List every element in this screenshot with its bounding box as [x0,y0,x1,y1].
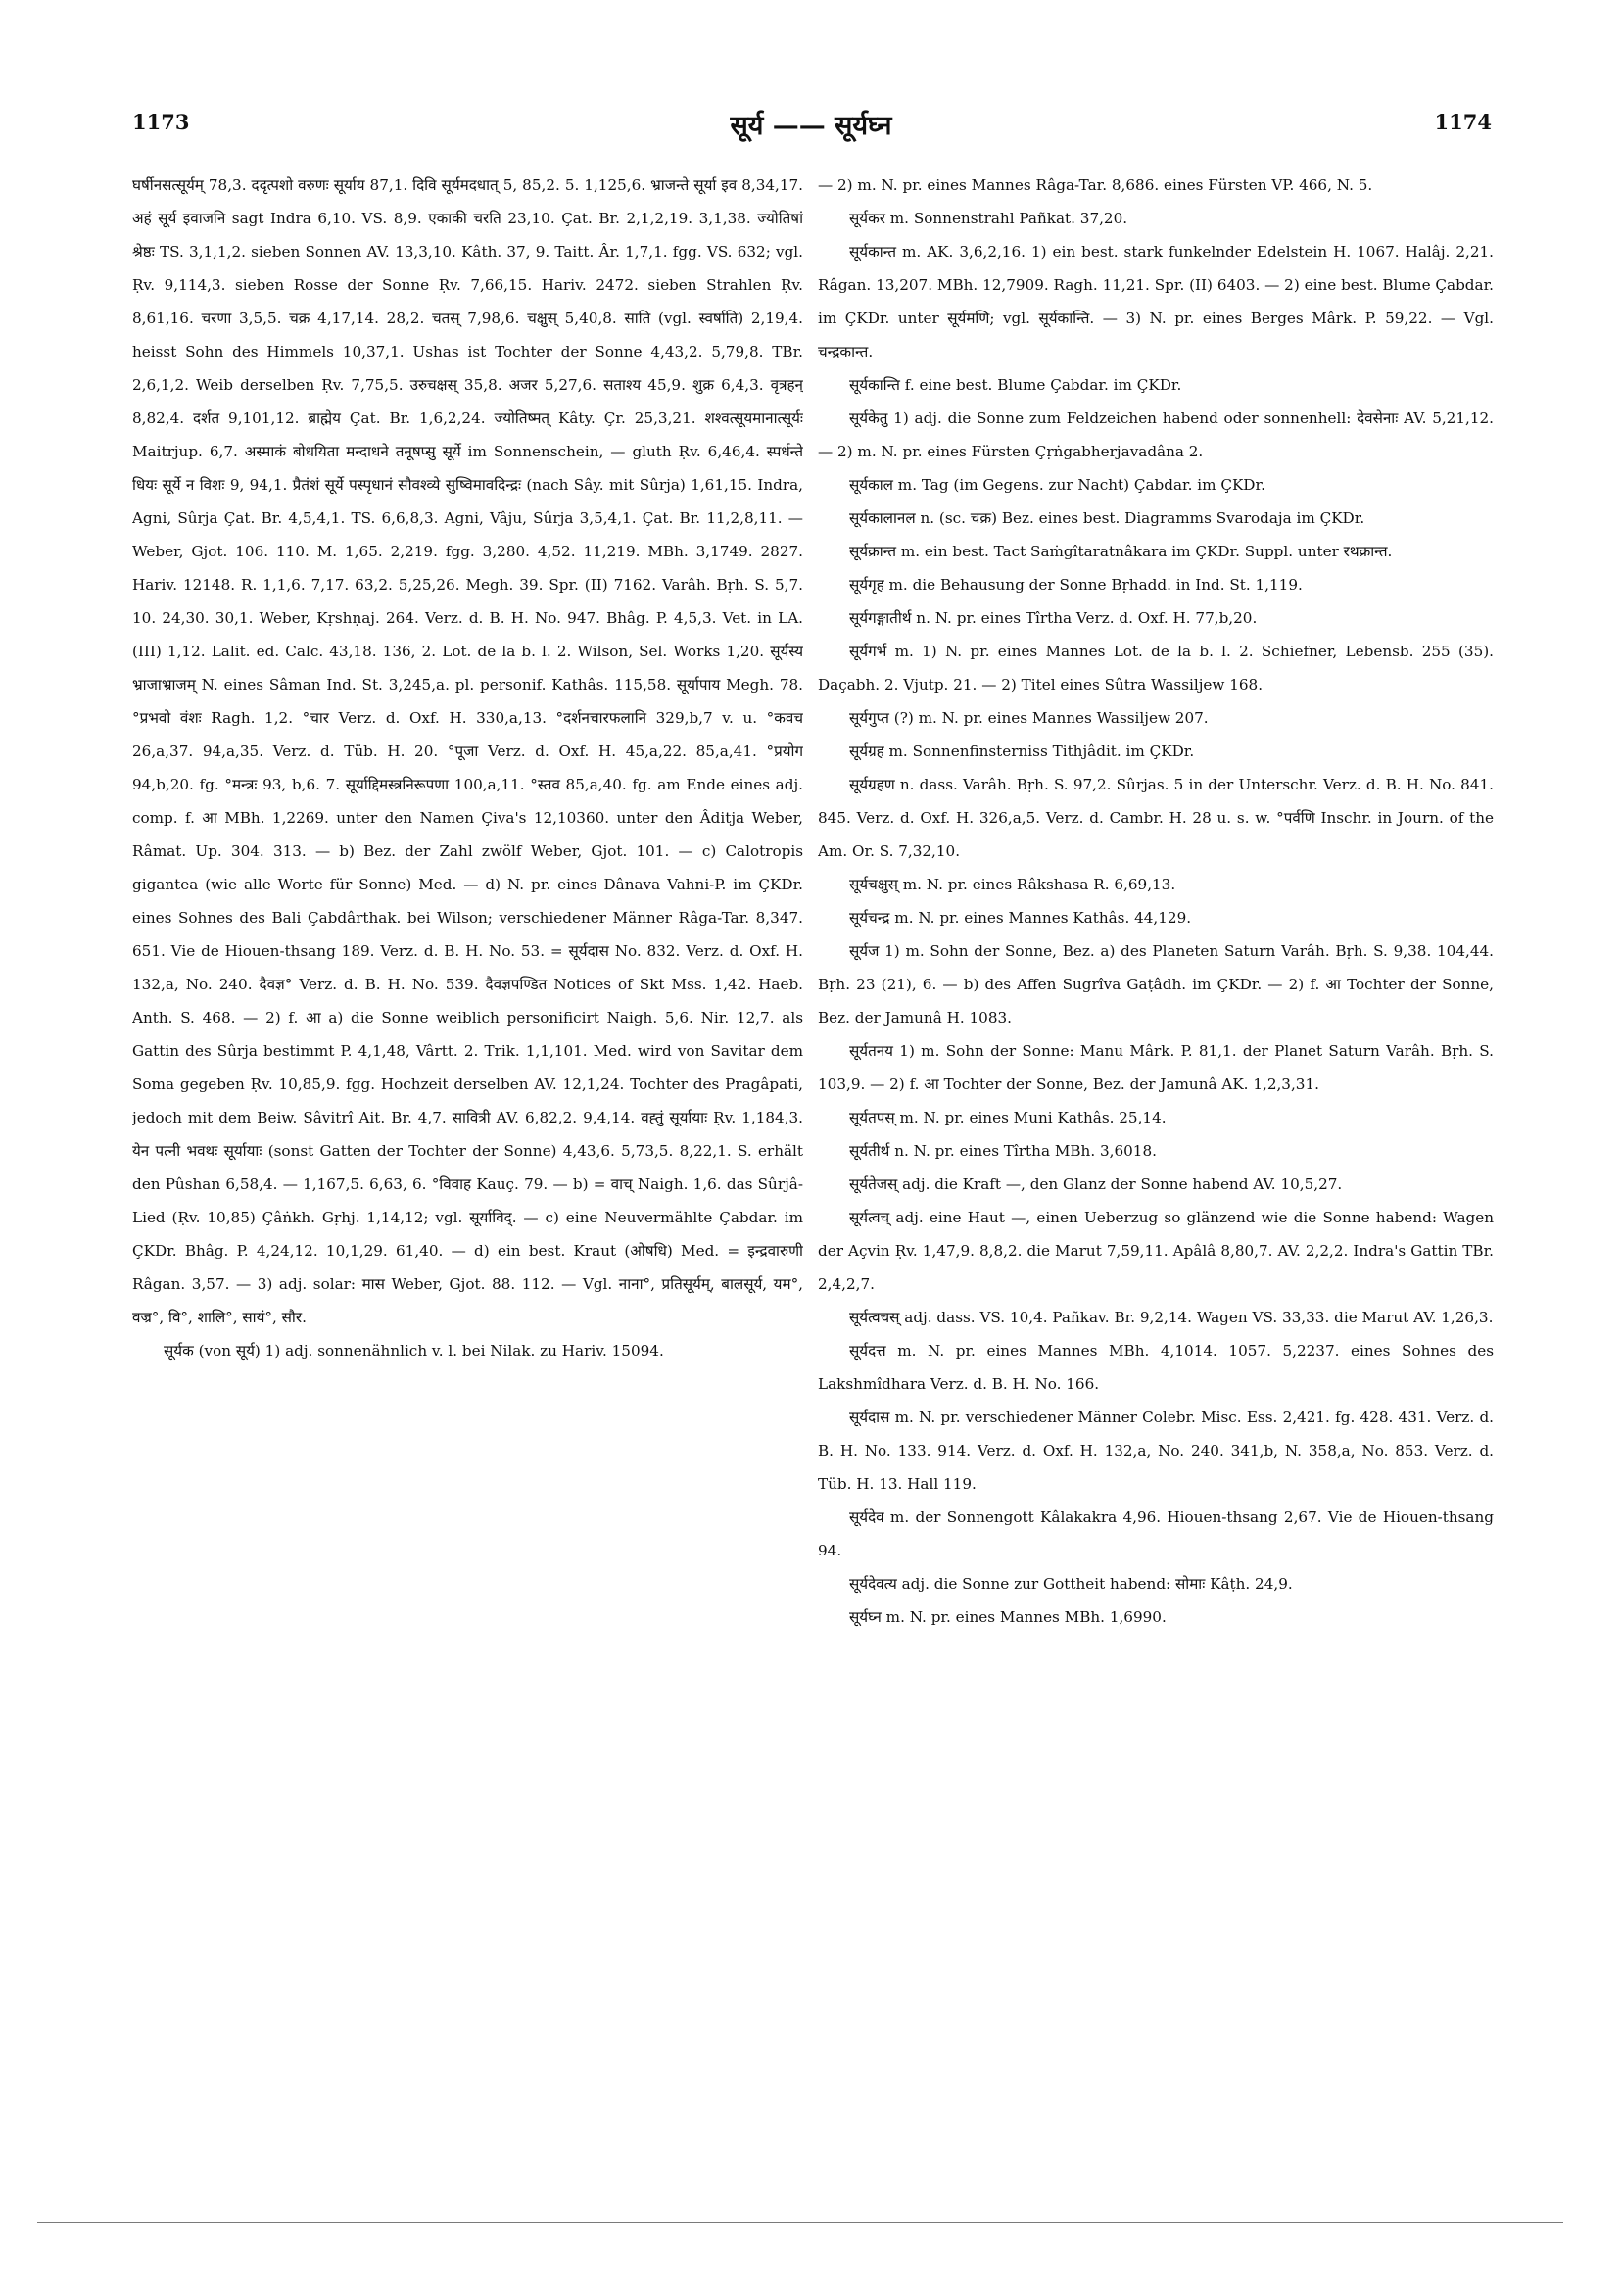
entry: सूर्यकालानल n. (sc. चक्र) Bez. eines best. Diagramms Svarodaja im ÇKDr. [849,509,1365,527]
entry: सूर्यचक्षुस् m. N. pr. eines Râkshasa R. 6,69,13. [849,876,1176,893]
right-column [818,168,1494,2176]
entry: सूर्यदास m. N. pr. verschiedener Männer Colebr. Misc. Ess. 2,421. fg. 428. 431. Verz. d. B. H. No. 133. 914. Verz. d. Oxf. H. 132,a, No. 240. 341,b, N. 358,a, No. 853. Verz. d. Tüb. H. 13. Hall 119. [818,1409,1494,1493]
entry: सूर्यतेजस् adj. die Kraft —, den Glanz der Sonne habend AV. 10,5,27. [849,1175,1343,1193]
entry: सूर्यक्रान्त m. ein best. Tact Saṁgîtaratnâkara im ÇKDr. Suppl. unter रथक्रान्त. [849,543,1393,560]
header-title: सूर्य —— सूर्यघ्न [730,111,892,141]
entry: सूर्यत्वचस् adj. dass. VS. 10,4. Pañkav. Br. 9,2,14. Wagen VS. 33,33. die Marut AV. 1,26,3. [849,1309,1494,1326]
entry-surya-continued: घर्षीनसत्सूर्यम् 78,3. ददृत्पशो वरुणः सूर्याय 87,1. दिवि सूर्यमदधात् 5, 85,2. 5. 1,125,6. भ्राजन्ते सूर्या इव 8,34,17. अहं सूर्य इवाजनि sagt Indra 6,10. VS. 8,9. एकाकी चरति 23,10. Çat. Br. 2,1,2,19. 3,1,38. ज्योतिषां श्रेष्ठः TS. 3,1,1,2. sieben Sonnen AV. 13,3,10. Kâth. 37, 9. Taitt. Âr. 1,7,1. fgg. VS. 632; vgl. Ṛv. 9,114,3. sieben Rosse der Sonne Ṛv. 7,66,15. Hariv. 2472. sieben Strahlen Ṛv. 8,61,16. चरणा 3,5,5. चक्र 4,17,14. 28,2. चतस् 7,98,6. चक्षुस् 5,40,8. साति (vgl. स्वर्षाति) 2,19,4. heisst Sohn des Himmels 10,37,1. Ushas ist Tochter der Sonne 4,43,2. 5,79,8. TBr. 2,6,1,2. Weib derselben Ṛv. 7,75,5. उरुचक्षस् 35,8. अजर 5,27,6. सताश्य 45,9. शुक्र 6,4,3. वृत्रहन् 8,82,4. दर्शत 9,101,12. ब्राह्मेय Çat. Br. 1,6,2,24. ज्योतिष्मत् Kâty. Çr. 25,3,21. शश्वत्सूयमानात्सूर्यः Maitrjup. 6,7. अस्माकं बोधयिता मन्दाधने तनूषप्सु सूर्ये im Sonnenschein, — gluth Ṛv. 6,46,4. स्पर्धन्ते धियः सूर्ये न विशः 9, 94,1. प्रैतंशं सूर्ये पस्पृधानं सौवश्व्ये सुष्विमावदिन्द्रः (nach Sây. mit Sûrja) 1,61,15. Indra, Agni, Sûrja Çat. Br. 4,5,4,1. TS. 6,6,8,3. Agni, Vâju, Sûrja 3,5,4,1. Çat. Br. 11,2,8,11. — Weber, Gjot. 106. 110. M. 1,65. 2,219. fgg. 3,280. 4,52. 11,219. MBh. 3,1749. 2827. Hariv. 12148. R. 1,1,6. 7,17. 63,2. 5,25,26. Megh. 39. Spr. (II) 7162. Varâh. Bṛh. S. 5,7. 10. 24,30. 30,1. Weber, Kṛshṇaj. 264. Verz. d. B. H. No. 947. Bhâg. P. 4,5,3. Vet. in LA. (III) 1,12. Lalit. ed. Calc. 43,18. 136, 2. Lot. de la b. l. 2. Wilson, Sel. Works 1,20. सूर्यस्य भ्राजाभ्राजम् N. eines Sâman Ind. St. 3,245,a. pl. personif. Kathâs. 115,58. सूर्यापाय Megh. 78. °प्रभवो वंशः Ragh. 1,2. °चार Verz. d. Oxf. H. 330,a,13. °दर्शनचारफलानि 329,b,7 v. u. °कवच 26,a,37. 94,a,35. Verz. d. Tüb. H. 20. °पूजा Verz. d. Oxf. H. 45,a,22. 85,a,41. °प्रयोग 94,b,20. fg. °मन्त्रः 93, b,6. 7. सूर्याद्दिमस्त्रनिरूपणा 100,a,11. °स्तव 85,a,40. fg. am Ende eines adj. comp. f. आ MBh. 1,2269. unter den Namen Çiva's 12,10360. unter den Âditja Weber, Râmat. Up. 304. 313. — b) Bez. der Zahl zwölf Weber, Gjot. 101. — c) Calotropis gigantea (wie alle Worte für Sonne) Med. — d) N. pr. eines Dânava Vahni-P. im ÇKDr. eines Sohnes des Bali Çabdârthak. bei Wilson; verschiedener Männer Râga-Tar. 8,347. 651. Vie de Hiouen-thsang 189. Verz. d. B. H. No. 53. = सूर्यदास No. 832. Verz. d. Oxf. H. 132,a, No. 240. दैवज्ञ° Verz. d. B. H. No. 539. दैवज्ञपण्डित Notices of Skt Mss. 1,42. Haeb. Anth. S. 468. — 2) f. आ a) die Sonne weiblich personificirt Naigh. 5,6. Nir. 12,7. als Gattin des Sûrja bestimmt P. 4,1,48, Vârtt. 2. Trik. 1,1,101. Med. wird von Savitar dem Soma gegeben Ṛv. 10,85,9. fgg. Hochzeit derselben AV. 12,1,24. Tochter des Pragâpati, jedoch mit dem Beiw. Sâvitrî Ait. Br. 4,7. सावित्री AV. 6,82,2. 9,4,14. वह्तुं सूर्यायाः Ṛv. 1,184,3. येन पत्नी भवथः सूर्यायाः (sonst Gatten der Tochter der Sonne) 4,43,6. 5,73,5. 8,22,1. S. erhält den Pûshan 6,58,4. — 1,167,5. 6,63, 6. °विवाह Kauç. 79. — b) = वाच् Naigh. 1,6. das Sûrjâ-Lied (Ṛv. 10,85) Çâṅkh. Gṛhj. 1,14,12; vgl. सूर्याविद्. — c) eine Neuvermählte Çabdar. im ÇKDr. Bhâg. P. 4,24,12. 10,1,29. 61,40. — d) ein best. Kraut (ओषधि) Med. = इन्द्रवारुणी Râgan. 3,57. — 3) adj. solar: मास Weber, Gjot. 88. 112. — Vgl. नाना°, प्रतिसूर्यम्, बालसूर्य, यम°, वज्र°, वि°, शालि°, सायं°, सौर. [132,176,803,1326]
page-number-right: 1174 [1434,110,1492,134]
page-number-left: 1173 [132,110,190,134]
entry: सूर्यकान्ति f. eine best. Blume Çabdar. im ÇKDr. [849,376,1182,394]
entry: सूर्यगृह m. die Behausung der Sonne Bṛhadd. in Ind. St. 1,119. [849,576,1303,594]
entry: सूर्यज 1) m. Sohn der Sonne, Bez. a) des Planeten Saturn Varâh. Bṛh. S. 9,38. 104,44. Bṛh. 23 (21), 6. — b) des Affen Sugrîva Gaṭâdh. im ÇKDr. — 2) f. आ Tochter der Sonne, Bez. der Jamunâ H. 1083. [818,942,1494,1027]
entry: सूर्यदेव m. der Sonnengott Kâlakakra 4,96. Hiouen-thsang 2,67. Vie de Hiouen-thsang 94. [818,1508,1494,1559]
entry: सूर्यकर m. Sonnenstrahl Pañkat. 37,20. [849,210,1128,227]
entry: सूर्यदेवत्य adj. die Sonne zur Gottheit habend: सोमाः Kâṭh. 24,9. [849,1575,1293,1593]
entry-suryaka: सूर्यक (von सूर्य) 1) adj. sonnenähnlich v. l. bei Nilak. zu Hariv. 15094. [164,1342,664,1360]
entry: सूर्यघ्न m. N. pr. eines Mannes MBh. 1,6990. [849,1608,1167,1626]
entry: सूर्यतपस् m. N. pr. eines Muni Kathâs. 25,14. [849,1109,1167,1126]
entry: सूर्यग्रह m. Sonnenfinsterniss Tithjâdit. im ÇKDr. [849,742,1195,760]
entry: सूर्यचन्द्र m. N. pr. eines Mannes Kathâs. 44,129. [849,909,1192,927]
entry: सूर्यग्रहण n. dass. Varâh. Bṛh. S. 97,2. Sûrjas. 5 in der Unterschr. Verz. d. B. H. No. 841. 845. Verz. d. Oxf. H. 326,a,5. Verz. d. Cambr. H. 28 u. s. w. °पर्वणि Inschr. in Journ. of the Am. Or. S. 7,32,10. [818,776,1494,860]
entry: सूर्यकेतु 1) adj. die Sonne zum Feldzeichen habend oder sonnenhell: देवसेनाः AV. 5,21,12. — 2) m. N. pr. eines Fürsten Çṛṅgabherjavadâna 2. [818,409,1494,460]
entry: सूर्यगुप्त (?) m. N. pr. eines Mannes Wassiljew 207. [849,709,1209,727]
bottom-rule [37,2222,1563,2223]
entry: सूर्यदत्त m. N. pr. eines Mannes MBh. 4,1014. 1057. 5,2237. eines Sohnes des Lakshmîdhara Verz. d. B. H. No. 166. [818,1342,1494,1393]
left-column [132,168,803,2176]
entry: सूर्यकाल m. Tag (im Gegens. zur Nacht) Çabdar. im ÇKDr. [849,476,1265,494]
entry-continued: — 2) m. N. pr. eines Mannes Râga-Tar. 8,686. eines Fürsten VP. 466, N. 5. [818,176,1373,194]
entry: सूर्यकान्त m. AK. 3,6,2,16. 1) ein best. stark funkelnder Edelstein H. 1067. Halâj. 2,21. Râgan. 13,207. MBh. 12,7909. Ragh. 11,21. Spr. (II) 6403. — 2) eine best. Blume Çabdar. im ÇKDr. unter सूर्यमणि; vgl. सूर्यकान्ति. — 3) N. pr. eines Berges Mârk. P. 59,22. — Vgl. चन्द्रकान्त. [818,243,1494,360]
entry: सूर्यतनय 1) m. Sohn der Sonne: Manu Mârk. P. 81,1. der Planet Saturn Varâh. Bṛh. S. 103,9. — 2) f. आ Tochter der Sonne, Bez. der Jamunâ AK. 1,2,3,31. [818,1042,1494,1093]
entry: सूर्यत्वच् adj. eine Haut —, einen Ueberzug so glänzend wie die Sonne habend: Wagen der Açvin Ṛv. 1,47,9. 8,8,2. die Marut 7,59,11. Apâlâ 8,80,7. AV. 2,2,2. Indra's Gattin TBr. 2,4,2,7. [818,1209,1494,1293]
page-header [0,110,1622,139]
entry: सूर्यगङ्गातीर्थ n. N. pr. eines Tîrtha Verz. d. Oxf. H. 77,b,20. [849,609,1258,627]
entry: सूर्यगर्भ m. 1) N. pr. eines Mannes Lot. de la b. l. 2. Schiefner, Lebensb. 255 (35). Daçabh. 2. Vjutp. 21. — 2) Titel eines Sûtra Wassiljew 168. [818,643,1494,694]
entry: सूर्यतीर्थ n. N. pr. eines Tîrtha MBh. 3,6018. [849,1142,1157,1160]
